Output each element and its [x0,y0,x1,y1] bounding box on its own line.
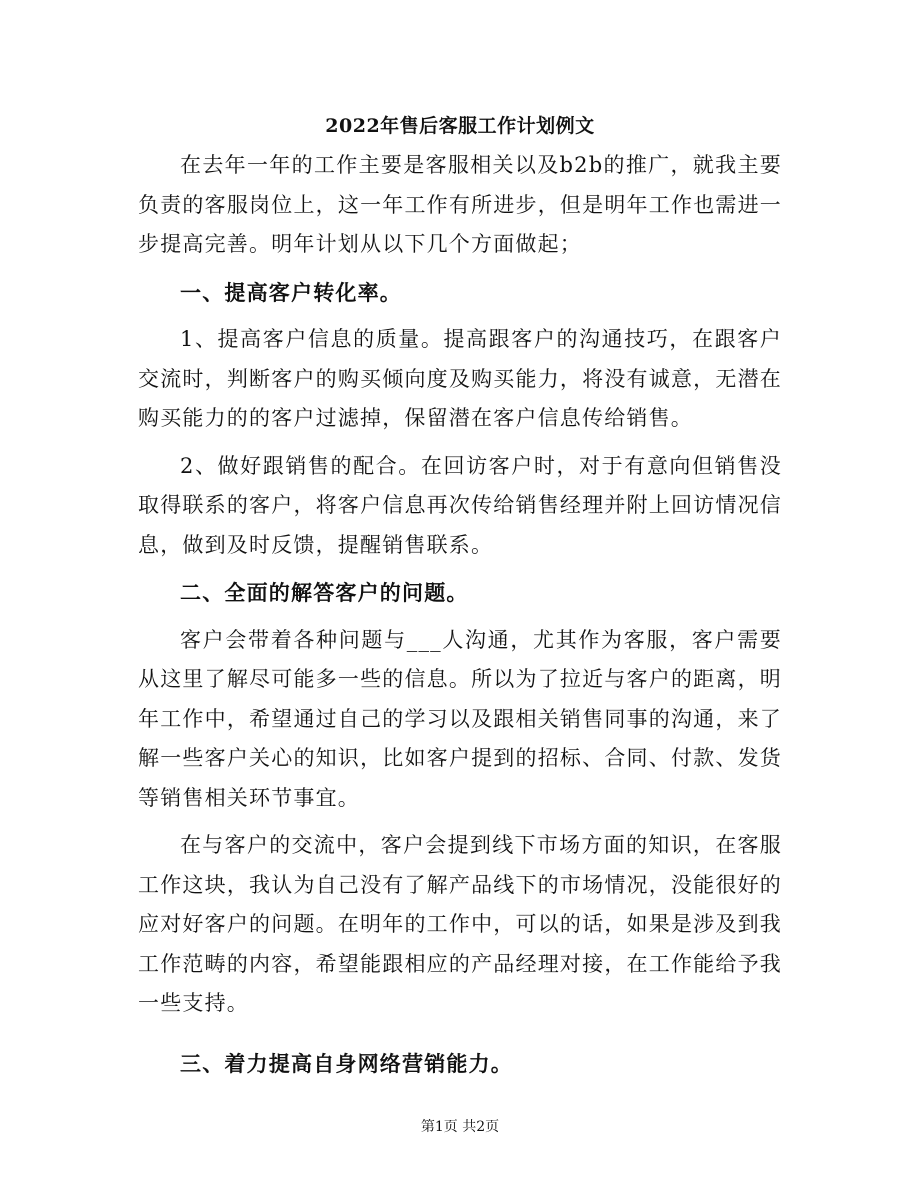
section-heading-2: 二、全面的解答客户的问题。 [180,580,469,605]
section2-paragraph-1: 客户会带着各种问题与___人沟通，尤其作为客服，客户需要从这里了解尽可能多一些的信息。所以为了拉近与客户的距离，明年工作中，希望通过自己的学习以及跟相关销售同事的沟通，来了解一些客户关心的知识，比如客户提到的招标、合同、付款、发货等销售相关环节事宜。 [138,627,782,810]
section1-item-1: 1、提高客户信息的质量。提高跟客户的沟通技巧，在跟客户交流时，判断客户的购买倾向度及购买能力，将没有诚意，无潜在购买能力的的客户过滤掉，保留潜在客户信息传给销售。 [138,327,782,430]
page-number: 第1页 共2页 [420,1119,500,1135]
document-title: 2022年售后客服工作计划例文 [325,115,595,137]
intro-paragraph: 在去年一年的工作主要是客服相关以及b2b的推广，就我主要负责的客服岗位上，这一年工作有所进步，但是明年工作也需进一步提高完善。明年计划从以下几个方面做起； [138,153,782,256]
section-heading-1: 一、提高客户转化率。 [180,279,402,305]
document-body [138,146,782,1083]
section1-item-2: 2、做好跟销售的配合。在回访客户时，对于有意向但销售没取得联系的客户，将客户信息再次传给销售经理并附上回访情况信息，做到及时反馈，提醒销售联系。 [138,453,782,557]
section-heading-3: 三、着力提高自身网络营销能力。 [180,1050,513,1076]
section2-paragraph-2: 在与客户的交流中，客户会提到线下市场方面的知识，在客服工作这块，我认为自己没有了解产品线下的市场情况，没能很好的应对好客户的问题。在明年的工作中，可以的话，如果是涉及到我工作范畴的内容，希望能跟相应的产品经理对接，在工作能给予我一些支持。 [138,833,782,1015]
